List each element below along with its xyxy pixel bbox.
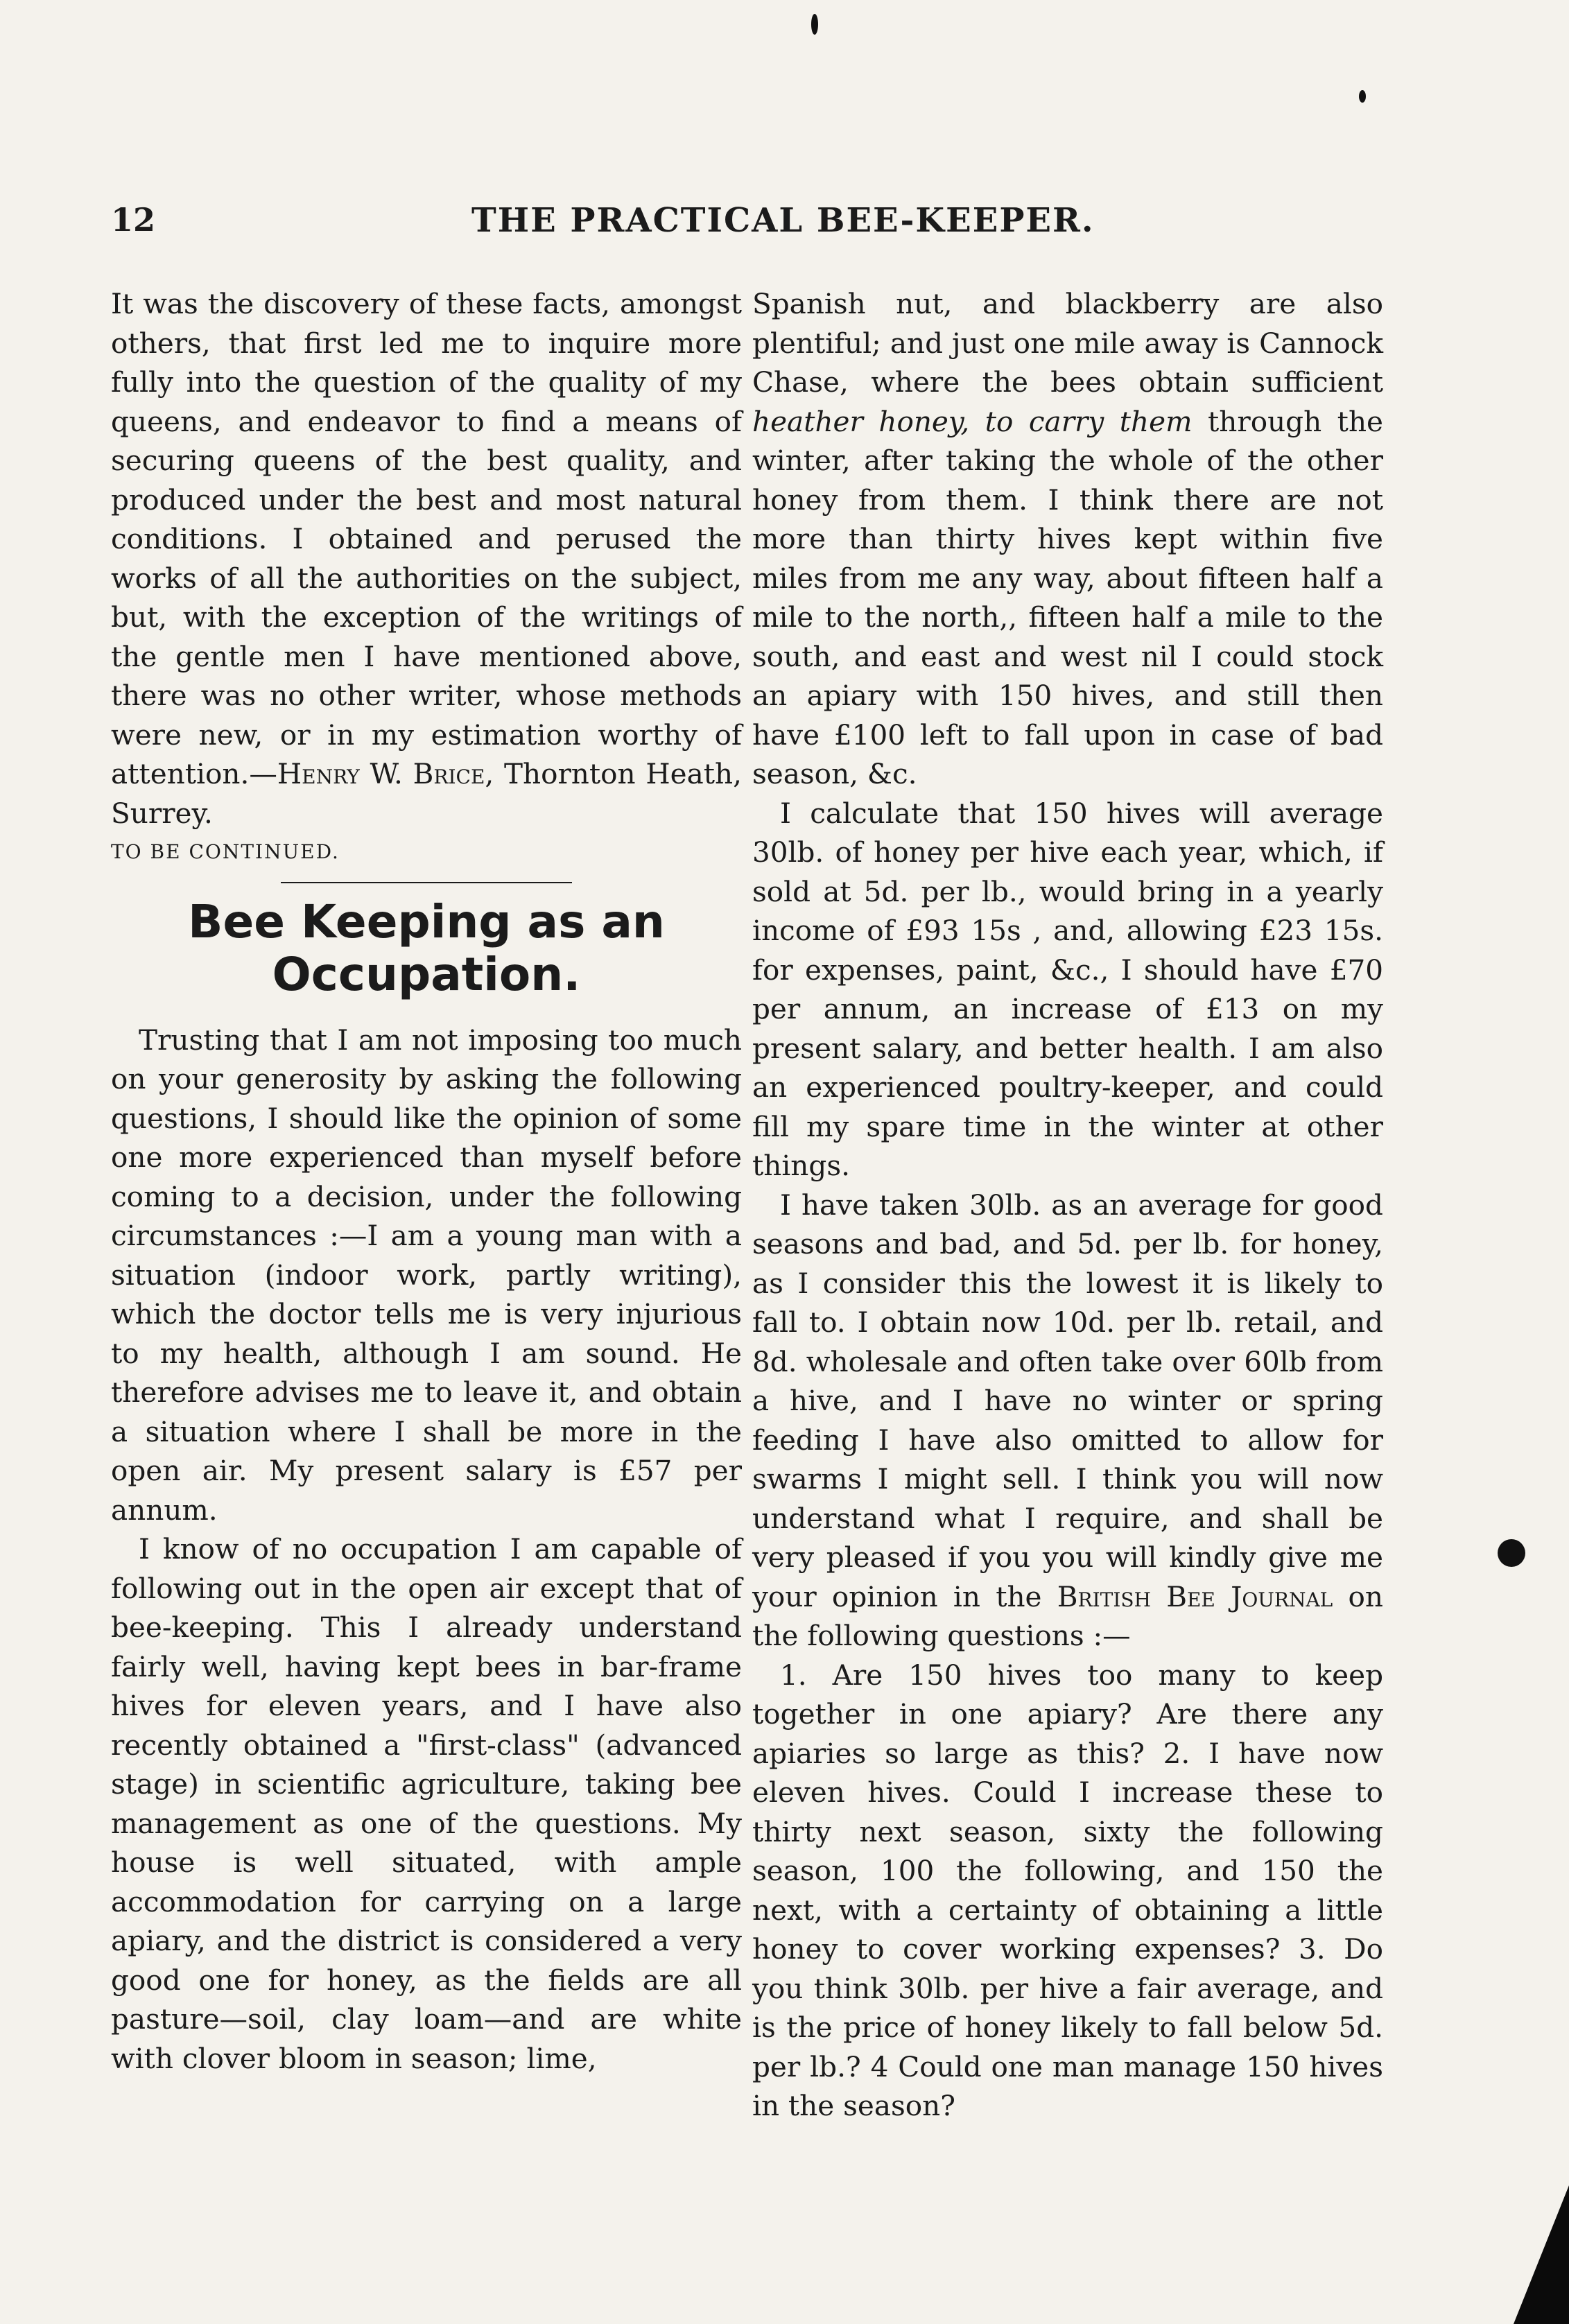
paragraph-trusting: Trusting that I am not imposing too much on your generosity by asking the following questions, I should like the opinion of some one more experienced than myself before coming to a decision, under the following circumstances :—I am a young man with a situation (indoor work, partly writing), which the doctor tells me is very injurious to my health, although I am sound. He therefore advises me to leave it, and obtain a situation where I shall be more in the open air. My present salary is £57 per annum. [111,1023,742,1527]
paragraph-location-text-b: through the winter, after taking the whole of the other honey from them. I think there are not more than thirty hives kept within five miles from me any way, about fifteen half a mile to the north,, fifteen half a mile to the south, and east and west nil I could stock an apiary with 150 hives, and still then have £100 left to fall upon in case of bad season, &c. [752,404,1383,790]
scan-speck [1498,1539,1525,1567]
paragraph-occupation: I know of no occupation I am capable of following out in the open air except that of bee-keeping. This I already understand fairly well, having kept bees in bar-frame hives for eleven years, and I have also recently obtained a "first-class" (advanced stage) in scientific agriculture, taking bee management as one of the questions. My house is well situated, with ample accommodation for carrying on a large apiary, and the district is considered a very good one for honey, as the fields are all pasture—soil, clay loam—and are white with clover bloom in season; lime, [111,1532,742,2075]
author-location: , Thornton Heath, Surrey. [111,757,742,830]
page-number: 12 [111,201,156,239]
to-be-continued: TO BE CONTINUED. [111,840,340,863]
paragraph-discovery-text: It was the discovery of these facts, amongst others, that first led me to inquire more fully into the question of the quality of my queens, and endeavor to find a means of securing queens of the best quality, and produced under the best and most natural conditions. I obtained and perused the works of all the authorities on the subject, but, with the exception of the writings of the gentle men I have mentioned above, there was no other writer, whose methods were new, or in my estimation worthy of attention.— [111,287,742,790]
article-title: Bee Keeping as an Occupation. [188,894,665,1001]
scan-speck [1359,90,1366,103]
paragraph-average-text-a: I have taken 30lb. as an average for good seasons and bad, and 5d. per lb. for honey, as I consider this the lowest it is likely to fall to. I obtain now 10d. per lb. retail, and 8d. wholesale and often take over 60lb from a hive, and I have no winter or spring feeding I have also omitted to allow for swarms I might sell. I think you will now understand what I require, and shall be very pleased if you you will kindly give me your opinion in the [752,1188,1383,1613]
page-header [111,201,1373,257]
paragraph-average [752,1186,1383,1656]
paragraph-average-text-b: on the following questions :— [752,1579,1383,1652]
paragraph-calculation: I calculate that 150 hives will average 30lb. of honey per hive each year, which, if sold at 5d. per lb., would bring in a yearly income of £93 15s , and, allowing £23 15s. for expenses, paint, &c., I should have £70 per annum, an increase of £13 on my present salary, and better health. I am also an experienced poultry-keeper, and could fill my spare time in the winter at other things. [752,796,1383,1182]
paragraph-questions: 1. Are 150 hives too many to keep together in one apiary? Are there any apiaries so large as this? 2. I have now eleven hives. Could I increase these to thirty next season, sixty the following season, 100 the following, and 150 the next, with a certainty of obtaining a little honey to cover working expenses? 3. Do you think 30lb. per hive a fair average, and is the price of honey likely to fall below 5d. per lb.? 4 Could one man manage 150 hives in the season? [752,1658,1383,2122]
journal-name: British Bee Journal [1057,1579,1333,1613]
paragraph-discovery [111,284,742,833]
scan-speck [811,14,818,35]
paragraph-location-text-a: Spanish nut, and blackberry are also plentiful; and just one mile away is Cannock Chase, where the bees obtain sufficient [752,287,1383,399]
right-column [752,284,1383,2126]
section-divider [281,882,572,883]
author-name: Henry W. Brice [277,757,485,790]
scan-corner-shadow [1514,2185,1569,2324]
paragraph-location-italic: heather honey, to carry them [752,404,1193,438]
running-title: THE PRACTICAL BEE-KEEPER. [471,201,1095,240]
left-column [111,284,742,2078]
paragraph-location [752,284,1383,794]
